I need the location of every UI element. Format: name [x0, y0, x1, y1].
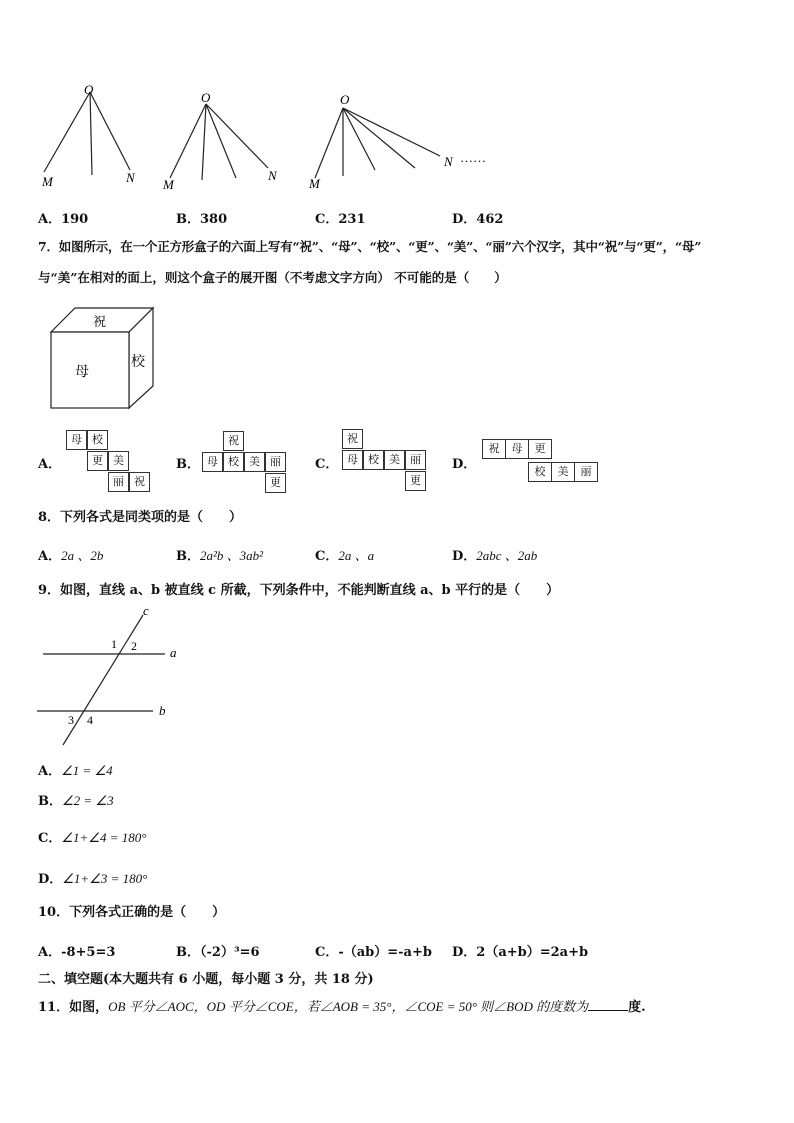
- net-cell: 母: [342, 450, 363, 470]
- point-o-label: O: [84, 82, 94, 97]
- q7-cube-figure: [45, 302, 160, 414]
- q7-option-d-net[interactable]: [482, 439, 602, 483]
- point-n-label: N: [268, 168, 277, 183]
- q7-option-a-net[interactable]: [66, 430, 156, 494]
- angle-1-label: 1: [111, 637, 117, 651]
- q7-option-c-net[interactable]: [342, 429, 432, 493]
- q9-stem: 9．如图，直线 a、b 被直线 c 所截，下列条件中，不能判断直线 a、b 平行的是（ ）: [38, 583, 560, 598]
- net-cell: 更: [265, 473, 286, 493]
- q9-option-d[interactable]: D．∠1+∠3 = 180°: [38, 871, 148, 887]
- angle-3-label: 3: [68, 713, 74, 727]
- q8-option-b[interactable]: B．2a²b 、3ab²: [176, 548, 264, 564]
- net-cell: 母: [202, 452, 223, 472]
- line-b-label: b: [159, 703, 166, 718]
- net-cell: 更: [87, 451, 108, 471]
- q9-option-c[interactable]: C．∠1+∠4 = 180°: [38, 830, 147, 846]
- q7-option-c-letter[interactable]: C．: [315, 457, 339, 472]
- net-cell: 美: [551, 462, 575, 482]
- q10-option-d[interactable]: D．2（a+b）=2a+b: [452, 945, 589, 960]
- point-m-label: M: [309, 176, 320, 191]
- answer-blank[interactable]: [588, 998, 628, 1011]
- q6-option-c[interactable]: C．231: [315, 212, 366, 227]
- q7-stem-line2: 与“美”在相对的面上，则这个盒子的展开图（不考虑文字方向） 不可能的是（ ）: [38, 270, 507, 285]
- net-cell: 更: [528, 439, 552, 459]
- point-o-label: O: [201, 90, 211, 105]
- net-cell: 美: [244, 452, 265, 472]
- net-cell: 丽: [574, 462, 598, 482]
- cube-front-label: 母: [75, 365, 89, 380]
- net-cell: 祝: [129, 472, 150, 492]
- q7-option-d-letter[interactable]: D．: [452, 457, 477, 472]
- q7-option-a-letter[interactable]: A．: [38, 457, 62, 472]
- net-cell: 校: [223, 452, 244, 472]
- q8-option-a[interactable]: A．2a 、2b: [38, 548, 104, 564]
- q7-option-b-letter[interactable]: B．: [176, 457, 200, 472]
- net-cell: 美: [384, 450, 405, 470]
- net-cell: 校: [528, 462, 552, 482]
- q8-stem: 8．下列各式是同类项的是（ ）: [38, 510, 243, 525]
- q6-figure-2: [160, 88, 300, 193]
- q10-option-a[interactable]: A．-8+5=3: [38, 945, 116, 960]
- q10-option-c[interactable]: C．-（ab）=-a+b: [315, 945, 432, 960]
- q9-option-a[interactable]: A．∠1 = ∠4: [38, 763, 113, 779]
- q11-stem: 11．如图，OB 平分∠AOC，OD 平分∠COE，若∠AOB = 35°，∠COE = 50° 则∠BOD 的度数为 度.: [38, 999, 646, 1015]
- net-cell: 更: [405, 471, 426, 491]
- net-cell: 丽: [405, 450, 426, 470]
- q6-option-a[interactable]: A．190: [38, 212, 89, 227]
- q10-option-b[interactable]: B．（-2）³=6: [176, 945, 260, 960]
- section-2-heading: 二、填空题(本大题共有 6 小题，每小题 3 分，共 18 分): [38, 972, 374, 987]
- line-c-label: c: [143, 603, 149, 618]
- q6-option-d[interactable]: D．462: [452, 212, 504, 227]
- q6-figure-3: [305, 88, 515, 193]
- line-a-label: a: [170, 645, 177, 660]
- cube-right-label: 校: [131, 355, 145, 370]
- cube-top-label: 祝: [93, 314, 107, 329]
- net-cell: 祝: [482, 439, 506, 459]
- point-m-label: M: [42, 174, 53, 189]
- point-n-label: N: [444, 154, 453, 169]
- point-o-label: O: [340, 92, 350, 107]
- point-n-label: N: [126, 170, 135, 185]
- net-cell: 校: [363, 450, 384, 470]
- angle-2-label: 2: [131, 639, 137, 653]
- q7-stem-line1: 7．如图所示，在一个正方形盒子的六面上写有“祝”、“母”、“校”、“更”、“美”、“丽”六个汉字，其中“祝”与“更”，“母”: [38, 239, 702, 254]
- net-cell: 母: [66, 430, 87, 450]
- q8-option-d[interactable]: D．2abc 、2ab: [452, 548, 538, 564]
- q9-figure: [35, 603, 195, 748]
- q6-figure-1: [30, 80, 160, 190]
- point-m-label: M: [163, 177, 174, 192]
- net-cell: 美: [108, 451, 129, 471]
- angle-4-label: 4: [87, 713, 93, 727]
- q10-stem: 10．下列各式正确的是（ ）: [38, 905, 226, 920]
- net-cell: 祝: [342, 429, 363, 449]
- net-cell: 母: [505, 439, 529, 459]
- net-cell: 祝: [223, 431, 244, 451]
- net-cell: 丽: [265, 452, 286, 472]
- net-cell: 丽: [108, 472, 129, 492]
- q9-option-b[interactable]: B．∠2 = ∠3: [38, 793, 114, 809]
- q7-option-b-net[interactable]: [202, 431, 292, 495]
- ellipsis-label: ……: [460, 150, 486, 165]
- q8-option-c[interactable]: C．2a 、a: [315, 548, 375, 564]
- q6-option-b[interactable]: B．380: [176, 212, 228, 227]
- net-cell: 校: [87, 430, 108, 450]
